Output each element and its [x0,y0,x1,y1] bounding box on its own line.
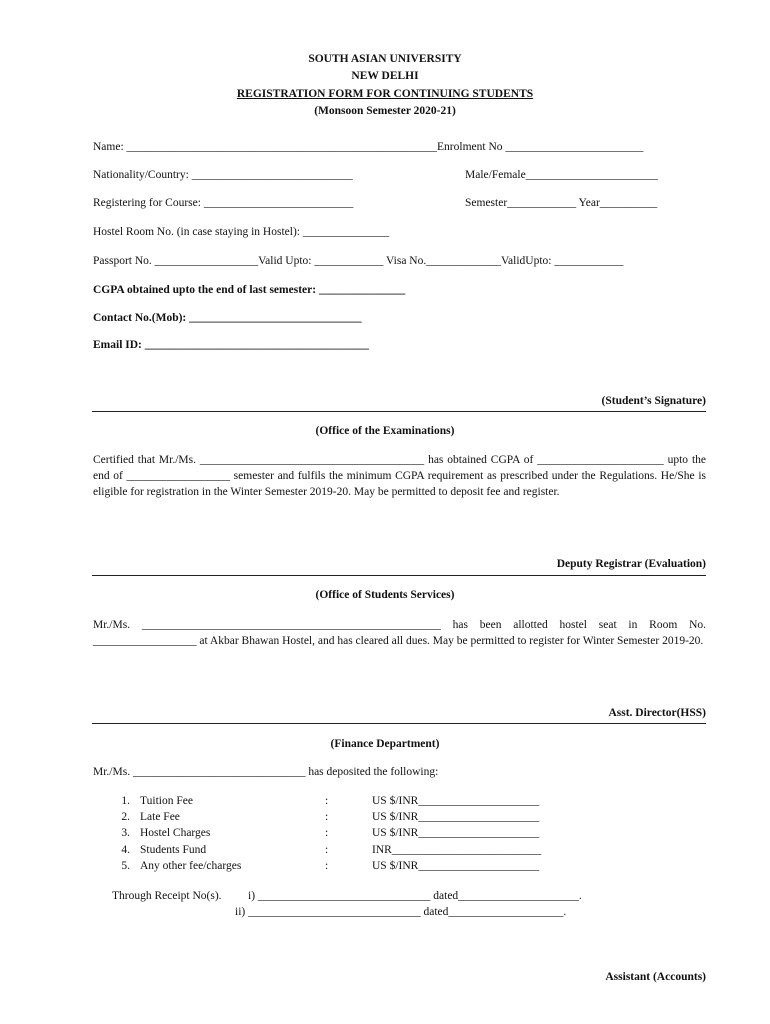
fee-amount-field[interactable]: INR__________________________ [372,843,542,856]
exam-office-certificate: Certified that Mr./Ms. _______________________________________ has obtained CGPA of ______________________ upto the end of __________________ semester and fulfils the minimum CGPA requirement as prescribed under the Regulations. He/She is eligible for registration in the Winter Semester 2019-20. May be permitted to deposit fee and register. [93,454,706,498]
section-divider [92,575,706,576]
assistant-accounts-label: Assistant (Accounts) [605,971,706,983]
finance-intro[interactable]: Mr./Ms. ______________________________ has deposited the following: [93,766,439,778]
fee-item [112,809,572,825]
fee-colon: : [325,827,329,840]
fee-number: 1. [121,795,130,807]
fee-colon: : [325,843,329,856]
fee-name: Any other fee/charges [140,859,242,872]
section-divider [92,411,706,412]
form-title: REGISTRATION FORM FOR CONTINUING STUDENTS [236,88,534,100]
fee-colon: : [325,859,329,872]
asst-director-label: Asst. Director(HSS) [608,707,706,719]
student-signature-label: (Student’s Signature) [601,395,706,407]
receipt-field-1[interactable]: i) ______________________________ dated_____________________. [248,890,582,902]
student-services-title: (Office of Students Services) [315,589,455,601]
semester-year-field[interactable]: Semester____________ Year__________ [465,197,658,209]
fee-amount-field[interactable]: US $/INR_____________________ [372,827,540,840]
receipt-label: Through Receipt No(s). [112,890,222,902]
fee-list [112,793,572,874]
fee-name: Students Fund [140,843,207,856]
fee-name: Tuition Fee [140,795,193,807]
contact-field[interactable]: Contact No.(Mob): ______________________________ [93,312,362,324]
passport-visa-field[interactable]: Passport No. __________________Valid Upto: ____________ Visa No._____________ValidUpto: ____________ [93,255,624,267]
fee-number: 3. [121,827,130,840]
fee-colon: : [325,795,329,807]
fee-item [112,793,572,809]
fee-amount-field[interactable]: US $/INR_____________________ [372,795,540,807]
fee-number: 4. [121,843,130,856]
fee-amount-field[interactable]: US $/INR_____________________ [372,859,540,872]
fee-colon: : [325,811,329,824]
receipt-field-2[interactable]: ii) ______________________________ dated____________________. [235,906,567,918]
semester-title: (Monsoon Semester 2020-21) [314,105,456,117]
fee-item [112,825,572,841]
finance-title: (Finance Department) [330,738,440,750]
fee-number: 5. [121,859,130,872]
gender-field[interactable]: Male/Female_______________________ [465,169,658,181]
exam-office-title: (Office of the Examinations) [315,425,455,437]
university-name: SOUTH ASIAN UNIVERSITY [308,53,462,65]
fee-name: Late Fee [140,811,180,824]
city-name: NEW DELHI [351,70,419,82]
email-field[interactable]: Email ID: _______________________________________ [93,339,369,351]
student-services-certificate: Mr./Ms. ____________________________________________________ has been allotted hostel seat in Room No. __________________ at Akbar Bhawan Hostel, and has cleared all dues. May be permitted to register for Winter Semester 2019-20. [93,619,706,647]
fee-amount-field[interactable]: US $/INR_____________________ [372,811,540,824]
hostel-room-field[interactable]: Hostel Room No. (in case staying in Hostel): _______________ [93,226,390,238]
course-field[interactable]: Registering for Course: __________________________ [93,197,354,209]
deputy-registrar-label: Deputy Registrar (Evaluation) [556,558,706,570]
nationality-field[interactable]: Nationality/Country: ____________________________ [93,169,353,181]
name-enrolment-field[interactable]: Name: ______________________________________________________Enrolment No ________________________ [93,141,644,153]
cgpa-field[interactable]: CGPA obtained upto the end of last semester: _______________ [93,284,406,296]
section-divider [92,723,706,724]
fee-item [112,842,572,858]
fee-name: Hostel Charges [140,827,211,840]
fee-item [112,858,572,874]
fee-number: 2. [121,811,130,824]
